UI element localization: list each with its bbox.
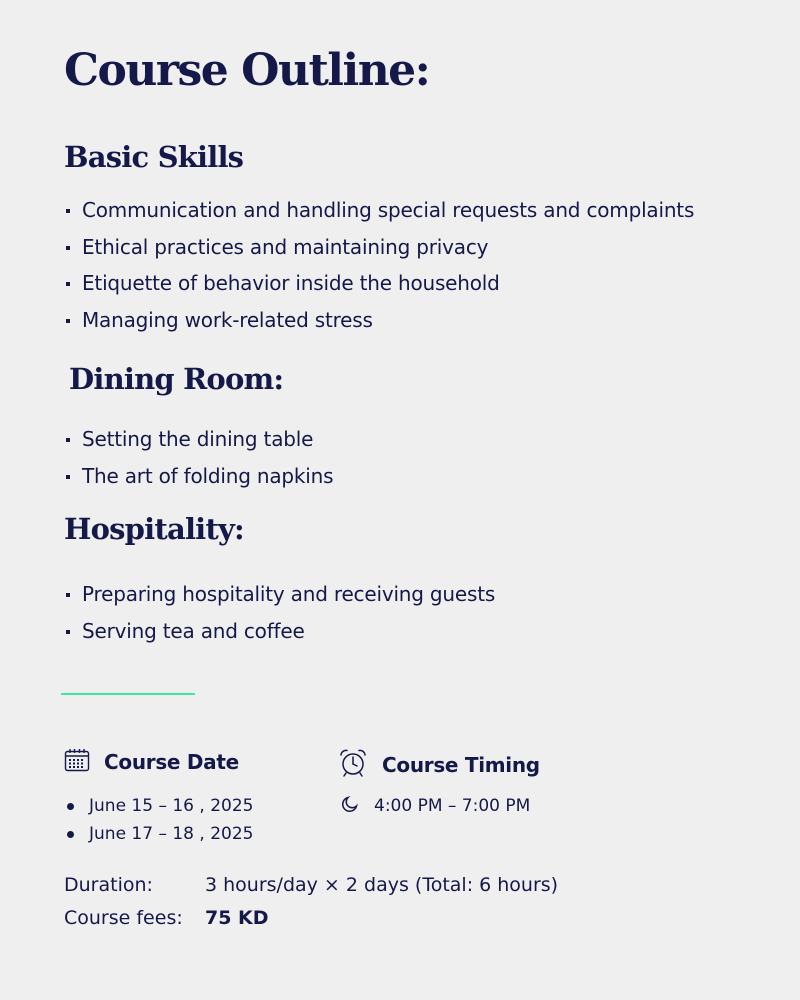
section-heading-dining-room: Dining Room:: [69, 362, 284, 396]
bullet-icon: [67, 831, 74, 838]
bullet-icon: [66, 209, 70, 213]
list-item: [64, 576, 495, 613]
date-text: June 15 – 16 , 2025: [89, 796, 254, 816]
hospitality-list: [64, 576, 495, 649]
list-item: [64, 421, 333, 458]
list-item-text: The art of folding napkins: [82, 463, 334, 488]
course-timing-header: [338, 748, 540, 782]
fees-label: Course fees:: [64, 907, 183, 929]
fees-row: [64, 907, 269, 929]
list-item: [64, 229, 694, 266]
bullet-icon: [66, 593, 70, 597]
bullet-icon: [66, 630, 70, 634]
bullet-icon: [66, 282, 70, 286]
section-heading-basic-skills: Basic Skills: [64, 140, 244, 174]
list-item: [64, 792, 253, 820]
course-dates-list: [64, 792, 253, 848]
list-item-text: Setting the dining table: [82, 427, 314, 451]
page-title: Course Outline:: [64, 45, 430, 96]
list-item-text: Ethical practices and maintaining privacy: [82, 234, 489, 259]
course-timing-label: Course Timing: [382, 753, 540, 777]
course-date-header: [64, 748, 239, 776]
list-item-text: Communication and handling special requests and complaints: [82, 198, 695, 222]
course-time-row: [341, 792, 530, 820]
list-item: [64, 458, 333, 495]
duration-value: 3 hours/day × 2 days (Total: 6 hours): [205, 874, 559, 896]
basic-skills-list: [64, 192, 694, 338]
alarm-clock-icon: [338, 748, 368, 782]
section-heading-hospitality: Hospitality:: [64, 512, 244, 546]
list-item-text: Etiquette of behavior inside the household: [82, 271, 500, 295]
list-item-text: Managing work-related stress: [82, 307, 373, 332]
list-item-text: Serving tea and coffee: [82, 618, 305, 643]
date-text: June 17 – 18 , 2025: [89, 824, 254, 844]
list-item: [64, 820, 253, 848]
bullet-icon: [66, 246, 70, 250]
dining-room-list: [64, 421, 333, 494]
bullet-icon: [66, 319, 70, 323]
list-item: [64, 265, 694, 302]
moon-icon: [341, 795, 359, 817]
bullet-icon: [66, 438, 70, 442]
list-item: [64, 302, 694, 339]
fees-value: 75 KD: [205, 907, 269, 929]
duration-row: [64, 874, 558, 896]
list-item-text: Preparing hospitality and receiving guests: [82, 582, 496, 606]
course-time-text: 4:00 PM – 7:00 PM: [374, 796, 531, 816]
accent-divider: [61, 693, 195, 695]
list-item: [64, 613, 495, 650]
course-date-label: Course Date: [104, 750, 239, 774]
duration-label: Duration:: [64, 874, 153, 896]
list-item: [64, 192, 694, 229]
bullet-icon: [67, 803, 74, 810]
calendar-icon: [64, 748, 90, 776]
bullet-icon: [66, 475, 70, 479]
